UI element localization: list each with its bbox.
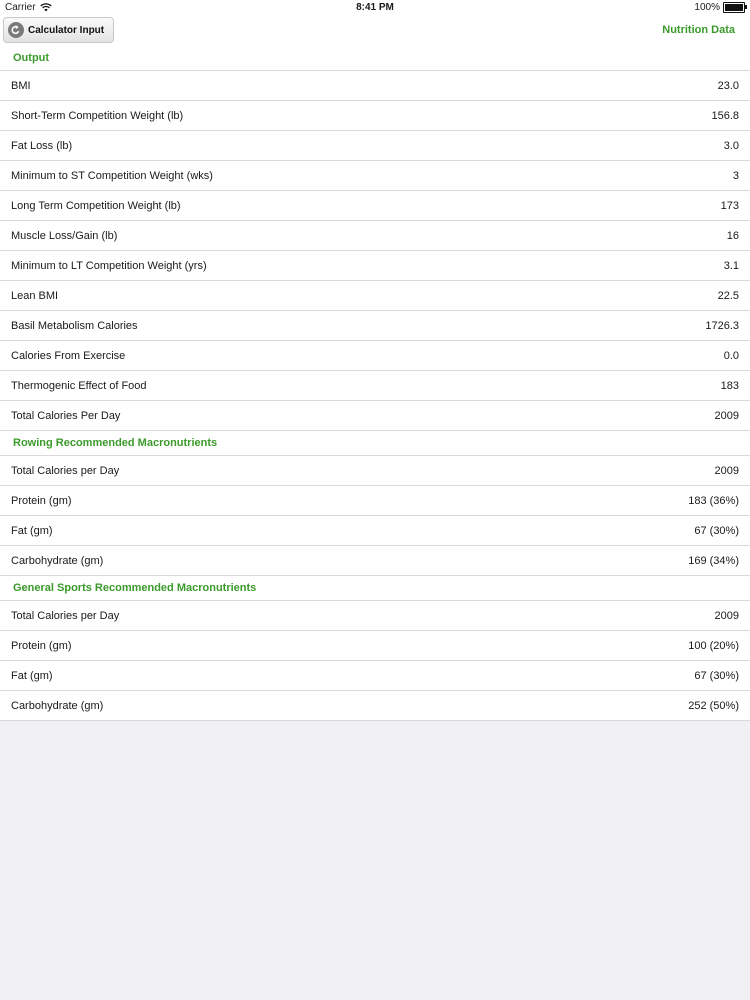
battery-icon <box>723 2 745 13</box>
calculator-input-back-button[interactable] <box>3 17 114 43</box>
row-value: 67 (30%) <box>694 669 739 682</box>
row-label: Carbohydrate (gm) <box>11 554 104 567</box>
row-label: Carbohydrate (gm) <box>11 699 104 712</box>
table-row <box>0 71 750 101</box>
table-row <box>0 251 750 281</box>
table-row <box>0 161 750 191</box>
row-value: 67 (30%) <box>694 524 739 537</box>
row-value: 1726.3 <box>705 319 739 332</box>
row-value: 16 <box>726 229 739 242</box>
row-value: 3.1 <box>723 259 739 272</box>
table-row <box>0 191 750 221</box>
table-row <box>0 516 750 546</box>
row-label: Protein (gm) <box>11 494 72 507</box>
battery-indicator <box>694 2 745 13</box>
row-value: 169 (34%) <box>688 554 739 567</box>
table-row <box>0 691 750 721</box>
row-label: Total Calories per Day <box>11 609 120 622</box>
row-value: 2009 <box>714 409 739 422</box>
back-arrow-icon <box>8 22 24 38</box>
table-row <box>0 601 750 631</box>
carrier-label: Carrier <box>5 2 36 13</box>
battery-percentage: 100% <box>694 2 720 13</box>
row-value: 173 <box>720 199 739 212</box>
table-row <box>0 661 750 691</box>
row-label: Fat (gm) <box>11 669 53 682</box>
row-label: Basil Metabolism Calories <box>11 319 138 332</box>
table-row <box>0 456 750 486</box>
section-header-rowing-macronutrients: Rowing Recommended Macronutrients <box>0 431 750 456</box>
table-row <box>0 281 750 311</box>
row-label: Protein (gm) <box>11 639 72 652</box>
row-value: 100 (20%) <box>688 639 739 652</box>
row-label: Total Calories Per Day <box>11 409 121 422</box>
table-row <box>0 101 750 131</box>
row-label: BMI <box>11 79 31 92</box>
section-header-general-sports-macronutrients: General Sports Recommended Macronutrients <box>0 576 750 601</box>
table-row <box>0 311 750 341</box>
row-value: 0.0 <box>723 349 739 362</box>
table-row <box>0 631 750 661</box>
row-label: Muscle Loss/Gain (lb) <box>11 229 118 242</box>
row-label: Minimum to ST Competition Weight (wks) <box>11 169 213 182</box>
table-row <box>0 486 750 516</box>
row-label: Minimum to LT Competition Weight (yrs) <box>11 259 207 272</box>
row-value: 156.8 <box>711 109 739 122</box>
row-value: 3 <box>732 169 739 182</box>
table-row <box>0 341 750 371</box>
navigation-bar <box>0 15 750 46</box>
row-label: Total Calories per Day <box>11 464 120 477</box>
row-value: 22.5 <box>717 289 739 302</box>
status-bar <box>0 0 750 15</box>
row-value: 23.0 <box>717 79 739 92</box>
status-time: 8:41 PM <box>356 2 394 13</box>
row-label: Thermogenic Effect of Food <box>11 379 147 392</box>
table-row <box>0 546 750 576</box>
row-label: Short-Term Competition Weight (lb) <box>11 109 184 122</box>
row-value: 183 <box>720 379 739 392</box>
row-label: Lean BMI <box>11 289 59 302</box>
row-value: 183 (36%) <box>688 494 739 507</box>
row-label: Fat (gm) <box>11 524 53 537</box>
row-label: Calories From Exercise <box>11 349 126 362</box>
back-button-label: Calculator Input <box>28 24 105 36</box>
row-value: 2009 <box>714 609 739 622</box>
row-value: 3.0 <box>723 139 739 152</box>
section-header-output: Output <box>0 46 750 71</box>
table-row <box>0 221 750 251</box>
page-title: Nutrition Data <box>662 24 735 36</box>
table-row <box>0 401 750 431</box>
table-row <box>0 131 750 161</box>
row-value: 252 (50%) <box>688 699 739 712</box>
table-row <box>0 371 750 401</box>
row-label: Fat Loss (lb) <box>11 139 73 152</box>
nutrition-table <box>0 46 750 721</box>
row-label: Long Term Competition Weight (lb) <box>11 199 181 212</box>
row-value: 2009 <box>714 464 739 477</box>
